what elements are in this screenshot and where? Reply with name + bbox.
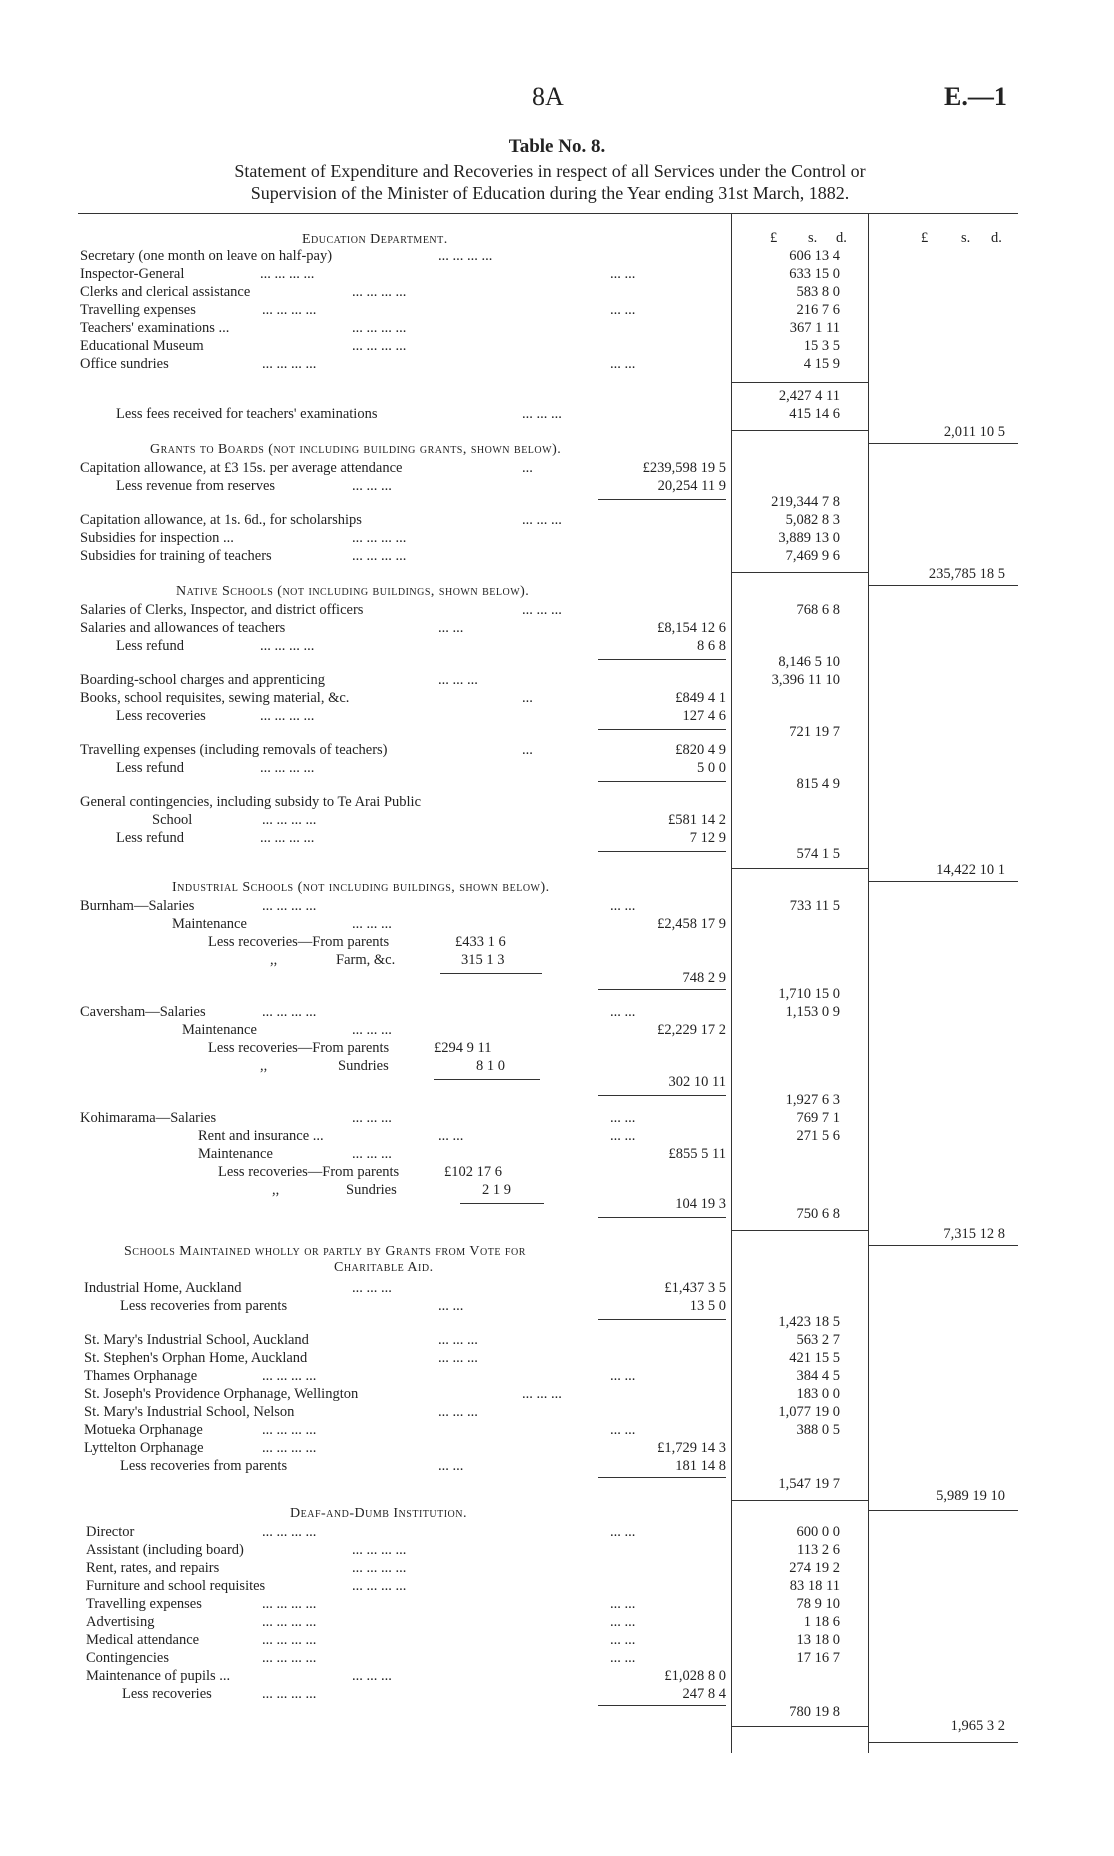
row-dots: ... ... ... — [522, 1386, 562, 1402]
section-heading-deaf: Deaf-and-Dumb Institution. — [290, 1506, 467, 1521]
table-row — [0, 1206, 1114, 1224]
row-label: Salaries and allowances of teachers — [80, 620, 286, 636]
table-row — [0, 302, 1114, 320]
row-amount: 104 19 3 — [675, 1196, 726, 1212]
table-row — [0, 1458, 1114, 1476]
row-amount: £1,437 3 5 — [664, 1280, 726, 1296]
table-row — [0, 602, 1114, 620]
row-dots: ... ... ... ... — [262, 1524, 317, 1540]
table-row — [0, 812, 1114, 830]
row-dots: ... ... ... ... — [262, 356, 317, 372]
row-dots: ... ... — [610, 1524, 636, 1540]
table-row — [0, 1128, 1114, 1146]
row-dots: ... ... ... ... — [262, 1686, 317, 1702]
row-dots: ... — [522, 742, 533, 758]
row-label: Less recoveries from parents — [120, 1298, 288, 1314]
row-label: Burnham—Salaries — [80, 898, 195, 914]
row-amount: £855 5 11 — [668, 1146, 726, 1162]
row-amount: 721 19 7 — [789, 724, 840, 740]
row-label: St. Mary's Industrial School, Nelson — [84, 1404, 295, 1420]
row-amount: £294 9 11 — [434, 1040, 492, 1056]
row-amount: 367 1 11 — [789, 320, 840, 336]
unit-d-1: d. — [836, 230, 847, 246]
row-dots: ... ... ... — [522, 512, 562, 528]
row-dots: ... ... ... ... — [262, 1632, 317, 1648]
row-label: St. Joseph's Providence Orphanage, Wellington — [84, 1386, 359, 1402]
row-amount: 181 14 8 — [675, 1458, 726, 1474]
section-heading-grants: Grants to Boards (not including building grants, shown below). — [150, 442, 562, 457]
table-row — [0, 406, 1114, 424]
table-row — [0, 620, 1114, 638]
row-dots: ... ... — [610, 266, 636, 282]
row-amount: 7 12 9 — [689, 830, 726, 846]
row-amount: 1,423 18 5 — [778, 1314, 840, 1330]
row-label: School — [152, 812, 193, 828]
table-row — [0, 1440, 1114, 1458]
table-row — [0, 1560, 1114, 1578]
row-label: Travelling expenses — [86, 1596, 202, 1612]
table-row — [0, 248, 1114, 266]
row-dots: ... ... ... ... — [262, 1368, 317, 1384]
row-label: Maintenance — [182, 1022, 257, 1038]
table-row — [0, 512, 1114, 530]
row-dots: ... ... ... — [352, 1146, 392, 1162]
row-dots: ... ... ... ... — [260, 266, 315, 282]
row-amount: 1,547 19 7 — [778, 1476, 840, 1492]
row-dots: ... — [522, 690, 533, 706]
row-label: Travelling expenses — [80, 302, 196, 318]
row-dots: ... ... ... — [352, 478, 392, 494]
row-amount: £433 1 6 — [455, 934, 506, 950]
row-amount: 5,082 8 3 — [785, 512, 840, 528]
row-label: Teachers' examinations ... — [80, 320, 230, 336]
row-label: Medical attendance — [86, 1632, 200, 1648]
subtotal-row — [0, 388, 1114, 406]
row-label: Less revenue from reserves — [116, 478, 276, 494]
row-ditto: ,, — [272, 1182, 280, 1198]
row-dots: ... ... ... ... — [352, 1542, 407, 1558]
table-row — [0, 1596, 1114, 1614]
native-total: 14,422 10 1 — [936, 862, 1005, 878]
table-row — [0, 1668, 1114, 1686]
unit-s-1: s. — [808, 230, 818, 246]
row-label: Rent, rates, and repairs — [86, 1560, 220, 1576]
row-dots: ... ... ... ... — [352, 284, 407, 300]
row-amount: 750 6 8 — [796, 1206, 840, 1222]
section-heading-charitable: Schools Maintained wholly or partly by Grants from Vote for — [124, 1244, 526, 1259]
table-row — [0, 986, 1114, 1004]
row-dots: ... ... ... ... — [262, 1614, 317, 1630]
top-rule — [78, 213, 1018, 214]
row-dots: ... ... — [610, 1004, 636, 1020]
document-code: E.—1 — [944, 82, 1007, 111]
table-row — [0, 1386, 1114, 1404]
row-dots: ... ... ... — [352, 1280, 392, 1296]
table-row — [0, 356, 1114, 374]
row-dots: ... ... ... ... — [262, 1004, 317, 1020]
table-row — [0, 338, 1114, 356]
row-amount: 13 5 0 — [689, 1298, 726, 1314]
row-amount: 216 7 6 — [796, 302, 840, 318]
row-label: Less recoveries — [116, 708, 206, 724]
row-label: Office sundries — [80, 356, 169, 372]
unit-pound-1: £ — [770, 230, 778, 246]
row-amount: 1,710 15 0 — [778, 986, 840, 1002]
row-label: Books, school requisites, sewing material, &c. — [80, 690, 350, 706]
grants-total: 235,785 18 5 — [928, 566, 1005, 582]
row-amount: 183 0 0 — [796, 1386, 840, 1402]
table-row — [0, 1040, 1114, 1058]
row-ditto: ,, — [270, 952, 278, 968]
row-dots: ... ... ... ... — [352, 1560, 407, 1576]
row-dots: ... ... — [610, 1632, 636, 1648]
charitable-total: 5,989 19 10 — [936, 1488, 1005, 1504]
row-label: Capitation allowance, at 1s. 6d., for scholarships — [80, 512, 362, 528]
row-label: Less recoveries—From parents — [218, 1164, 400, 1180]
row-label: Subsidies for inspection ... — [80, 530, 234, 546]
row-dots: ... ... — [610, 356, 636, 372]
row-dots: ... ... — [610, 898, 636, 914]
row-amount: 17 16 7 — [796, 1650, 840, 1666]
table-row — [0, 1650, 1114, 1668]
table-row — [0, 1368, 1114, 1386]
row-dots: ... ... ... ... — [262, 1596, 317, 1612]
table-row — [0, 1686, 1114, 1704]
row-amount: 815 4 9 — [796, 776, 840, 792]
row-amount: £849 4 1 — [675, 690, 726, 706]
row-amount: 8,146 5 10 — [778, 654, 840, 670]
total-row — [0, 566, 1114, 584]
table-row — [0, 1092, 1114, 1110]
row-dots: ... ... ... ... — [262, 898, 317, 914]
table-row — [0, 654, 1114, 672]
page-number: 8A — [532, 82, 564, 111]
table-row — [0, 898, 1114, 916]
row-amount: 748 2 9 — [682, 970, 726, 986]
row-label: Salaries of Clerks, Inspector, and district officers — [80, 602, 364, 618]
table-row — [0, 934, 1114, 952]
row-label: Less fees received for teachers' examinations — [116, 406, 378, 422]
row-label: Capitation allowance, at £3 15s. per average attendance — [80, 460, 403, 476]
row-label: Clerks and clerical assistance — [80, 284, 251, 300]
row-dots: ... ... — [610, 1128, 636, 1144]
row-label: Inspector-General — [80, 266, 185, 282]
row-label: St. Mary's Industrial School, Auckland — [84, 1332, 309, 1348]
row-amount: 5 0 0 — [697, 760, 726, 776]
row-dots: ... ... — [610, 1614, 636, 1630]
row-dots: ... ... — [610, 1422, 636, 1438]
statement-line-2: Supervision of the Minister of Education during the Year ending 31st March, 1882. — [250, 183, 850, 203]
row-amount: 113 2 6 — [797, 1542, 840, 1558]
table-row — [0, 1110, 1114, 1128]
row-amount: 3,889 13 0 — [778, 530, 840, 546]
row-amount: 388 0 5 — [796, 1422, 840, 1438]
table-row — [0, 494, 1114, 512]
row-amount: 78 9 10 — [796, 1596, 840, 1612]
row-label: Less recoveries from parents — [120, 1458, 288, 1474]
row-dots: ... — [522, 460, 533, 476]
row-label: Lyttelton Orphanage — [84, 1440, 204, 1456]
row-dots: ... ... ... — [438, 672, 478, 688]
row-label: Furniture and school requisites — [86, 1578, 266, 1594]
row-label: Less refund — [116, 830, 185, 846]
section-heading-education: Education Department. — [302, 232, 448, 247]
row-label: Rent and insurance ... — [198, 1128, 324, 1144]
section-heading-charitable-2: Charitable Aid. — [334, 1260, 434, 1275]
table-row — [0, 1350, 1114, 1368]
row-amount: 733 11 5 — [789, 898, 840, 914]
row-amount: 315 1 3 — [461, 952, 505, 968]
row-amount: 780 19 8 — [789, 1704, 840, 1720]
row-label: Less refund — [116, 760, 185, 776]
row-dots: ... ... ... — [438, 1404, 478, 1420]
row-amount: 583 8 0 — [796, 284, 840, 300]
unit-pound-2: £ — [921, 230, 929, 246]
row-amount: 127 4 6 — [682, 708, 726, 724]
table-row — [0, 794, 1114, 812]
row-label: St. Stephen's Orphan Home, Auckland — [84, 1350, 308, 1366]
row-dots: ... ... — [610, 1110, 636, 1126]
row-dots: ... ... — [438, 1298, 464, 1314]
table-row — [0, 742, 1114, 760]
table-row — [0, 690, 1114, 708]
row-amount: 421 15 5 — [789, 1350, 840, 1366]
row-dots: ... ... ... ... — [262, 1422, 317, 1438]
table-row — [0, 1332, 1114, 1350]
industrial-total: 7,315 12 8 — [943, 1226, 1005, 1242]
row-amount: 274 19 2 — [789, 1560, 840, 1576]
row-label: Maintenance — [172, 916, 247, 932]
row-amount: 302 10 11 — [668, 1074, 726, 1090]
table-row — [0, 672, 1114, 690]
row-dots: ... ... ... — [522, 602, 562, 618]
row-amount: £581 14 2 — [668, 812, 726, 828]
row-label: Advertising — [86, 1614, 155, 1630]
row-amount: 4 15 9 — [803, 356, 840, 372]
row-amount: 15 3 5 — [803, 338, 840, 354]
deaf-total: 1,965 3 2 — [950, 1718, 1005, 1734]
row-dots: ... ... ... — [438, 1350, 478, 1366]
row-amount: 1,153 0 9 — [785, 1004, 840, 1020]
row-dots: ... ... ... — [352, 1022, 392, 1038]
row-amount: £1,028 8 0 — [664, 1668, 726, 1684]
row-dots: ... ... ... ... — [260, 760, 315, 776]
row-dots: ... ... — [438, 1128, 464, 1144]
unit-s-2: s. — [961, 230, 971, 246]
row-ditto: ,, — [260, 1058, 268, 1074]
row-dots: ... ... ... ... — [352, 548, 407, 564]
table-row — [0, 1422, 1114, 1440]
row-label: Less recoveries — [122, 1686, 212, 1702]
table-row — [0, 1542, 1114, 1560]
table-row — [0, 916, 1114, 934]
row-dots: ... ... ... — [438, 1332, 478, 1348]
section-heading-industrial: Industrial Schools (not including buildings, shown below). — [172, 880, 550, 895]
table-row — [0, 1632, 1114, 1650]
row-amount: £820 4 9 — [675, 742, 726, 758]
education-subtotal: 2,427 4 11 — [778, 388, 840, 404]
row-dots: ... ... — [610, 1650, 636, 1666]
row-amount: 7,469 9 6 — [785, 548, 840, 564]
row-label: Sundries — [346, 1182, 397, 1198]
table-title: Table No. 8. — [508, 136, 606, 157]
table-row — [0, 776, 1114, 794]
row-amount: 384 4 5 — [796, 1368, 840, 1384]
table-row — [0, 724, 1114, 742]
row-amount: 1,077 19 0 — [778, 1404, 840, 1420]
table-row — [0, 1280, 1114, 1298]
row-amount: 247 8 4 — [682, 1686, 726, 1702]
row-dots: ... ... ... ... — [260, 708, 315, 724]
row-amount: 20,254 11 9 — [657, 478, 726, 494]
table-row — [0, 1614, 1114, 1632]
row-amount: £102 17 6 — [444, 1164, 502, 1180]
row-amount: 83 18 11 — [789, 1578, 840, 1594]
row-dots: ... ... ... ... — [438, 248, 493, 264]
row-dots: ... ... ... ... — [352, 320, 407, 336]
row-label: Thames Orphanage — [84, 1368, 198, 1384]
row-label: Farm, &c. — [336, 952, 396, 968]
table-row — [0, 320, 1114, 338]
row-amount: £239,598 19 5 — [642, 460, 726, 476]
row-amount: 600 0 0 — [796, 1524, 840, 1540]
row-amount: 415 14 6 — [789, 406, 840, 422]
row-dots: ... ... ... ... — [262, 1440, 317, 1456]
row-amount: £8,154 12 6 — [657, 620, 726, 636]
row-amount: 768 6 8 — [796, 602, 840, 618]
row-label: Travelling expenses (including removals of teachers) — [80, 742, 388, 758]
row-label: Sundries — [338, 1058, 389, 1074]
row-dots: ... ... ... ... — [262, 812, 317, 828]
row-amount: 219,344 7 8 — [771, 494, 840, 510]
row-label: Assistant (including board) — [86, 1542, 244, 1558]
row-dots: ... ... ... — [352, 916, 392, 932]
table-row — [0, 1004, 1114, 1022]
row-amount: 2 1 9 — [482, 1182, 511, 1198]
table-row — [0, 1074, 1114, 1092]
table-row — [0, 1164, 1114, 1182]
table-row — [0, 266, 1114, 284]
row-amount: 563 2 7 — [796, 1332, 840, 1348]
row-dots: ... ... ... ... — [262, 1650, 317, 1666]
row-label: Caversham—Salaries — [80, 1004, 206, 1020]
row-dots: ... ... ... — [352, 1668, 392, 1684]
section-heading-native: Native Schools (not including buildings, shown below). — [176, 584, 530, 599]
row-amount: £2,229 17 2 — [657, 1022, 726, 1038]
table-row — [0, 1314, 1114, 1332]
education-total: 2,011 10 5 — [943, 424, 1005, 440]
row-amount: £1,729 14 3 — [657, 1440, 726, 1456]
table-row — [0, 1404, 1114, 1422]
row-dots: ... ... ... ... — [260, 638, 315, 654]
row-amount: 606 13 4 — [789, 248, 840, 264]
total-row — [0, 1226, 1114, 1244]
row-dots: ... ... ... ... — [352, 338, 407, 354]
row-amount: 13 18 0 — [796, 1632, 840, 1648]
row-amount: 574 1 5 — [796, 846, 840, 862]
table-row — [0, 284, 1114, 302]
row-dots: ... ... ... ... — [262, 302, 317, 318]
table-row — [0, 530, 1114, 548]
row-label: General contingencies, including subsidy to Te Arai Public — [80, 794, 422, 810]
row-label: Less refund — [116, 638, 185, 654]
row-dots: ... ... — [610, 1368, 636, 1384]
row-dots: ... ... ... ... — [352, 530, 407, 546]
statement-line-1: Statement of Expenditure and Recoveries in respect of all Services under the Control or — [234, 161, 866, 181]
total-row — [0, 1488, 1114, 1506]
unit-d-2: d. — [991, 230, 1002, 246]
row-dots: ... ... — [438, 1458, 464, 1474]
row-label: Motueka Orphanage — [84, 1422, 203, 1438]
row-label: Boarding-school charges and apprenticing — [80, 672, 325, 688]
row-dots: ... ... ... ... — [260, 830, 315, 846]
row-dots: ... ... — [610, 302, 636, 318]
row-dots: ... ... ... ... — [352, 1578, 407, 1594]
row-label: Director — [86, 1524, 135, 1540]
row-amount: 769 7 1 — [796, 1110, 840, 1126]
row-label: Less recoveries—From parents — [208, 1040, 390, 1056]
table-row — [0, 548, 1114, 566]
row-label: Less recoveries—From parents — [208, 934, 390, 950]
row-label: Subsidies for training of teachers — [80, 548, 272, 564]
row-dots: ... ... — [610, 1596, 636, 1612]
table-row — [0, 1524, 1114, 1542]
row-amount: £2,458 17 9 — [657, 916, 726, 932]
row-label: Maintenance of pupils ... — [86, 1668, 231, 1684]
row-amount: 3,396 11 10 — [771, 672, 840, 688]
table-row — [0, 1578, 1114, 1596]
row-label: Contingencies — [86, 1650, 169, 1666]
row-amount: 271 5 6 — [796, 1128, 840, 1144]
row-amount: 1,927 6 3 — [785, 1092, 840, 1108]
total-row — [0, 1718, 1114, 1736]
row-amount: 633 15 0 — [789, 266, 840, 282]
total-row — [0, 862, 1114, 880]
row-label: Industrial Home, Auckland — [84, 1280, 242, 1296]
table-row — [0, 1022, 1114, 1040]
row-amount: 1 18 6 — [803, 1614, 840, 1630]
row-label: Secretary (one month on leave on half-pay) — [80, 248, 333, 264]
row-dots: ... ... ... — [522, 406, 562, 422]
table-row — [0, 1146, 1114, 1164]
row-amount: 8 6 8 — [697, 638, 726, 654]
total-row — [0, 424, 1114, 442]
row-label: Maintenance — [198, 1146, 273, 1162]
table-row — [0, 460, 1114, 478]
row-amount: 8 1 0 — [476, 1058, 505, 1074]
row-label: Educational Museum — [80, 338, 204, 354]
row-dots: ... ... — [438, 620, 464, 636]
row-label: Kohimarama—Salaries — [80, 1110, 217, 1126]
table-row — [0, 952, 1114, 970]
row-dots: ... ... ... — [352, 1110, 392, 1126]
